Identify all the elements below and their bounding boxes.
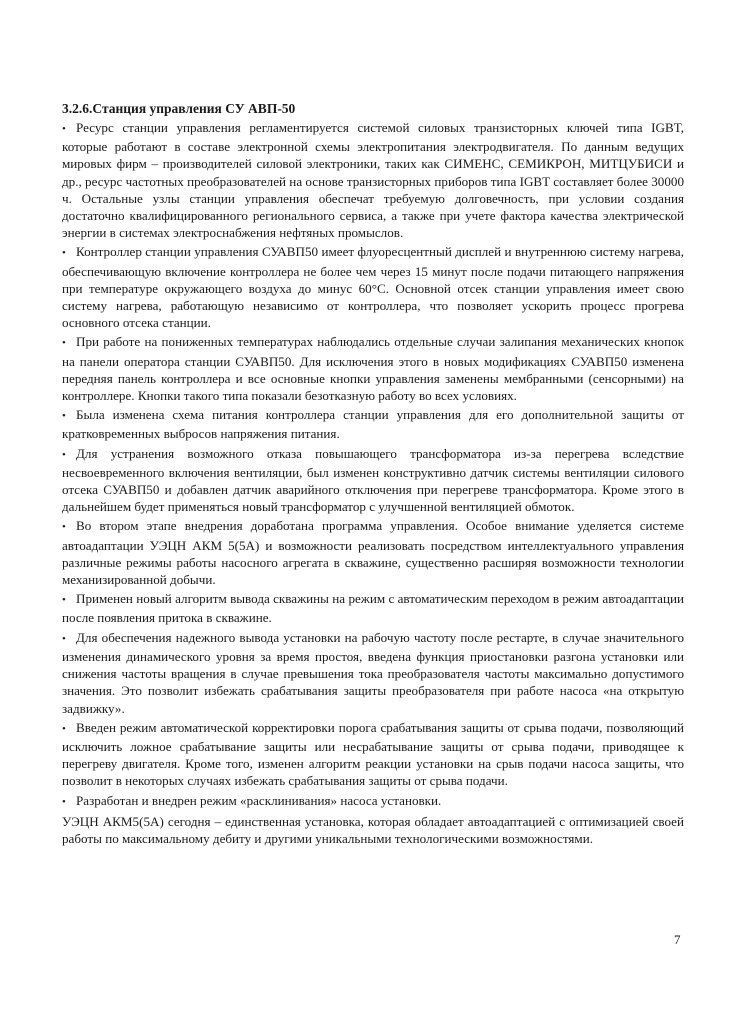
bullet-icon: • bbox=[62, 795, 66, 808]
bullet-icon: • bbox=[62, 410, 66, 423]
list-item bbox=[62, 445, 684, 516]
list-item-text: Ресурс станции управления регламентируется системой силовых транзисторных ключей типа IGBT, которые работают в составе электронной схемы электропитания электродвигателя. По данным ведущих мировых фирм – производителей силовой электроники, таких как СИМЕНС, СЕМИКРОН, МИТЦУБИСИ и др., ресурс частотных преобразователей на основе транзисторных приборов типа IGBT составляет более 30000 ч. Остальные узлы станции управления обеспечат требуемую долговечность, при условии создания достаточно квалифицированного регионального сервиса, а также при учете фактора качества электрической энергии в системах электроснабжения нефтяных промыслов. bbox=[62, 120, 684, 241]
list-item-text: Контроллер станции управления СУАВП50 имеет флуоресцентный дисплей и внутреннюю систему нагрева, обеспечивающую включение контроллера не более чем через 15 минут после подачи питающего напряжения при температуре окружающего воздуха до минус 60°С. Основной отсек станции управления имеет свою систему нагрева, работающую независимо от контроллера, что позволяет ускорить процесс прогрева основного отсека станции. bbox=[62, 244, 684, 331]
bullet-icon: • bbox=[62, 448, 66, 461]
list-item-text: Разработан и внедрен режим «расклинивания» насоса установки. bbox=[76, 792, 442, 808]
list-item bbox=[62, 590, 684, 626]
closing-paragraph: УЭЦН АКМ5(5А) сегодня – единственная установка, которая обладает автоадаптацией с оптимизацией своей работы по максимальному дебиту и другими уникальными технологическими возможностями. bbox=[62, 813, 684, 846]
bullet-icon: • bbox=[62, 594, 66, 607]
bullet-icon: • bbox=[62, 722, 66, 735]
bullet-icon: • bbox=[62, 337, 66, 350]
list-item-text: Была изменена схема питания контроллера станции управления для его дополнительной защиты от кратковременных выбросов напряжения питания. bbox=[62, 407, 684, 442]
list-item bbox=[62, 333, 684, 404]
list-item-text: При работе на пониженных температурах наблюдались отдельные случаи залипания механических кнопок на панели оператора станции СУАВП50. Для исключения этого в новых модификациях СУАВП50 изменена передняя панель контроллера и все основные кнопки управления заменены мембранными (сенсорными) на контроллере. Кнопки такого типа показали безотказную работу во всех условиях. bbox=[62, 334, 684, 404]
list-item bbox=[62, 119, 684, 241]
list-item bbox=[62, 629, 684, 717]
list-item-text: Для обеспечения надежного вывода установки на рабочую частоту после рестарте, в случае значительного изменения динамического уровня за время простоя, введена функция приостановки разгона установки или снижения частоты вращения в случае превышения тока преобразователя частоты максимально допустимого значения. Это позволит избежать срабатывания защиты преобразователя при работе насоса «на открытую задвижку». bbox=[62, 629, 684, 716]
list-item bbox=[62, 517, 684, 588]
list-item-text: Введен режим автоматической корректировки порога срабатывания защиты от срыва подачи, позволяющий исключить ложное срабатывание защиты или несрабатывание защиты от срыва подачи, приводящее к перегреву двигателя. Кроме того, изменен алгоритм реакции установки на срыв подачи насоса защиты, что позволит в некоторых случаях избежать срабатывания защиты от срыва подачи. bbox=[62, 719, 684, 789]
list-item bbox=[62, 406, 684, 442]
list-item-text: Во втором этапе внедрения доработана программа управления. Особое внимание уделяется системе автоадаптации УЭЦН АКМ 5(5А) и возможности реализовать посредством интеллектуального управления различные режимы работы насосного агрегата в скважине, существенно расширяя возможности технологии механизированной добычи. bbox=[62, 518, 684, 588]
bullet-icon: • bbox=[62, 521, 66, 534]
page-number: 7 bbox=[674, 932, 681, 947]
list-item-text: Применен новый алгоритм вывода скважины на режим с автоматическим переходом в режим автоадаптации после появления притока в скважине. bbox=[62, 591, 684, 626]
bullet-icon: • bbox=[62, 632, 66, 645]
list-item bbox=[62, 719, 684, 790]
section-title: 3.2.6.Станция управления СУ АВП-50 bbox=[62, 101, 296, 116]
list-item bbox=[62, 792, 684, 811]
bullet-icon: • bbox=[62, 123, 66, 135]
list-item-text: Для устранения возможного отказа повышающего трансформатора из-за перегрева вследствие несвоевременного включения вентиляции, был изменен конструктивно датчик системы вентиляции силового отсека СУАВП50 и добавлен датчик аварийного отключения при перегреве трансформатора. Кроме этого в дальнейшем будет применяться новый трансформатор с улучшенной вентиляцией обмоток. bbox=[62, 445, 684, 515]
list-item bbox=[62, 243, 684, 331]
bullet-icon: • bbox=[62, 247, 66, 260]
